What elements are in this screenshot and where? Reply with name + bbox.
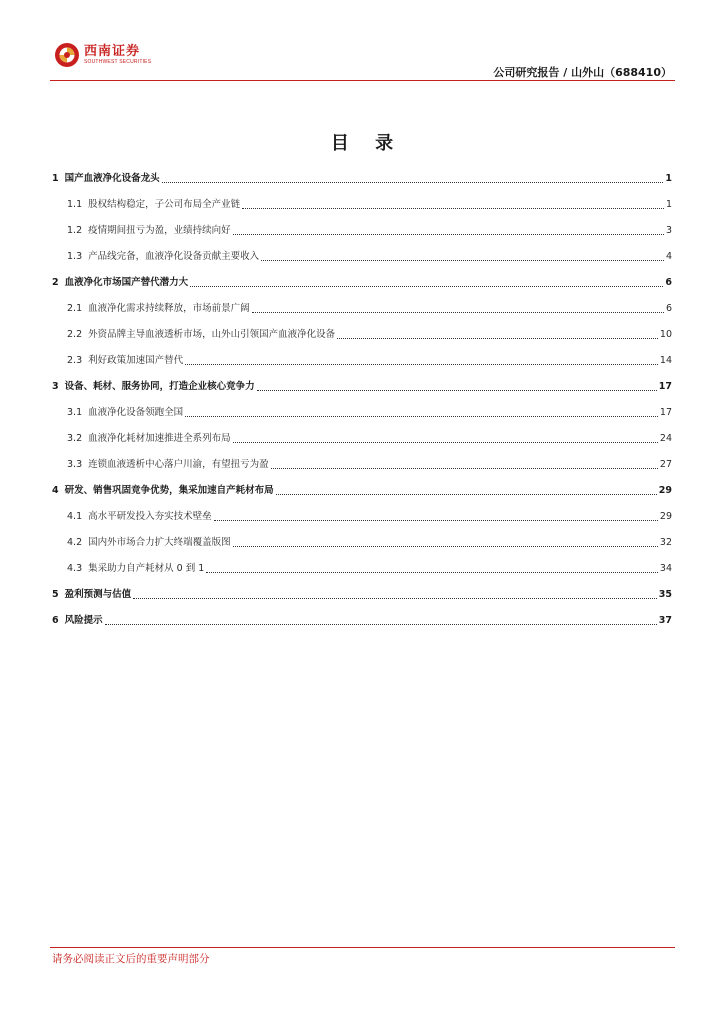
- toc-dot-leader: [105, 623, 657, 625]
- toc-entry-title: 血液净化设备领跑全国: [88, 407, 184, 418]
- toc-dot-leader: [276, 493, 657, 495]
- toc-section-entry[interactable]: [67, 327, 672, 343]
- footer-divider: [50, 947, 675, 948]
- toc-dot-leader: [185, 363, 658, 365]
- toc-dot-leader: [261, 259, 664, 261]
- toc-entry-number: 4: [52, 485, 59, 496]
- toc-chapter-entry[interactable]: [52, 483, 672, 499]
- page-header: [0, 0, 724, 82]
- toc-entry-title: 国产血液净化设备龙头: [64, 173, 160, 184]
- toc-entry-title: 疫情期间扭亏为盈，业绩持续向好: [88, 225, 231, 236]
- toc-page-number: 14: [659, 355, 672, 366]
- toc-entry-title: 血液净化耗材加速推进全系列布局: [88, 433, 231, 444]
- toc-entry-title: 血液净化市场国产替代潜力大: [64, 277, 189, 288]
- southwest-securities-logo-icon: [54, 42, 80, 68]
- toc-chapter-entry[interactable]: [52, 171, 672, 187]
- toc-dot-leader: [214, 519, 658, 521]
- report-type-label: 公司研究报告 / 山外山（688410）: [493, 66, 672, 79]
- toc-section-entry[interactable]: [67, 301, 672, 317]
- toc-page-number: 4: [665, 251, 672, 262]
- toc-chapter-entry[interactable]: [52, 587, 672, 603]
- toc-dot-leader: [162, 181, 664, 183]
- toc-section-entry[interactable]: [67, 197, 672, 213]
- toc-entry-title: 集采助力自产耗材从 0 到 1: [88, 563, 205, 574]
- toc-entry-title: 股权结构稳定，子公司布局全产业链: [88, 199, 241, 210]
- toc-dot-leader: [252, 311, 664, 313]
- toc-dot-leader: [257, 389, 657, 391]
- toc-page-number: 32: [659, 537, 672, 548]
- toc-page-number: 27: [659, 459, 672, 470]
- toc-page-number: 17: [659, 407, 672, 418]
- toc-entry-title: 血液净化需求持续释放，市场前景广阔: [88, 303, 250, 314]
- toc-page-number: 34: [659, 563, 672, 574]
- toc-section-entry[interactable]: [67, 405, 672, 421]
- toc-dot-leader: [185, 415, 658, 417]
- toc-dot-leader: [133, 597, 657, 599]
- toc-chapter-entry[interactable]: [52, 379, 672, 395]
- toc-entry-number: 3.3: [67, 459, 83, 470]
- toc-entry-title: 研发、销售巩固竞争优势，集采加速自产耗材布局: [64, 485, 274, 496]
- toc-entry-title: 产品线完备，血液净化设备贡献主要收入: [88, 251, 260, 262]
- toc-section-entry[interactable]: [67, 561, 672, 577]
- toc-entry-title: 风险提示: [64, 615, 103, 626]
- toc-entry-number: 1.1: [67, 199, 83, 210]
- toc-entry-title: 利好政策加速国产替代: [88, 355, 184, 366]
- toc-dot-leader: [233, 441, 658, 443]
- toc-entry-title: 盈利预测与估值: [64, 589, 132, 600]
- toc-section-entry[interactable]: [67, 509, 672, 525]
- toc-dot-leader: [190, 285, 663, 287]
- toc-entry-title: 外资品牌主导血液透析市场，山外山引领国产血液净化设备: [88, 329, 336, 340]
- toc-entry-number: 6: [52, 615, 59, 626]
- toc-page-number: 17: [658, 381, 672, 392]
- toc-entry-number: 2.1: [67, 303, 83, 314]
- toc-section-entry[interactable]: [67, 431, 672, 447]
- toc-entry-number: 1.3: [67, 251, 83, 262]
- toc-page-number: 1: [665, 173, 672, 184]
- toc-entry-title: 高水平研发投入夯实技术壁垒: [88, 511, 212, 522]
- toc-entry-number: 4.2: [67, 537, 83, 548]
- toc-title: 目 录: [330, 133, 404, 154]
- toc-page-number: 29: [658, 485, 672, 496]
- toc-entry-number: 5: [52, 589, 59, 600]
- toc-entry-number: 1.2: [67, 225, 83, 236]
- toc-entry-title: 设备、耗材、服务协同，打造企业核心竞争力: [64, 381, 255, 392]
- toc-section-entry[interactable]: [67, 249, 672, 265]
- toc-page-number: 29: [659, 511, 672, 522]
- toc-entry-title: 连锁血液透析中心落户川渝，有望扭亏为盈: [88, 459, 269, 470]
- toc-page-number: 35: [658, 589, 672, 600]
- toc-section-entry[interactable]: [67, 457, 672, 473]
- toc-dot-leader: [206, 571, 658, 573]
- toc-page-number: 6: [665, 277, 672, 288]
- toc-page-number: 37: [658, 615, 672, 626]
- toc-dot-leader: [337, 337, 658, 339]
- toc-entry-number: 4.1: [67, 511, 83, 522]
- toc-entry-number: 1: [52, 173, 59, 184]
- toc-page-number: 6: [665, 303, 672, 314]
- toc-dot-leader: [242, 207, 664, 209]
- toc-entry-number: 2: [52, 277, 59, 288]
- toc-entry-number: 2.2: [67, 329, 83, 340]
- toc-chapter-entry[interactable]: [52, 275, 672, 291]
- toc-section-entry[interactable]: [67, 353, 672, 369]
- toc-dot-leader: [233, 545, 658, 547]
- toc-entry-number: 3: [52, 381, 59, 392]
- toc-section-entry[interactable]: [67, 535, 672, 551]
- toc-page-number: 1: [665, 199, 672, 210]
- toc-entry-title: 国内外市场合力扩大终端覆盖版图: [88, 537, 231, 548]
- toc-entry-number: 2.3: [67, 355, 83, 366]
- disclaimer-note: 请务必阅读正文后的重要声明部分: [52, 953, 210, 965]
- toc-section-entry[interactable]: [67, 223, 672, 239]
- company-logo: [54, 42, 151, 68]
- toc-entry-number: 4.3: [67, 563, 83, 574]
- logo-chinese-name: 西南证券: [84, 44, 141, 59]
- toc-entry-number: 3.2: [67, 433, 83, 444]
- toc-chapter-entry[interactable]: [52, 613, 672, 629]
- logo-english-name: SOUTHWEST SECURITIES: [84, 59, 152, 65]
- toc-dot-leader: [233, 233, 664, 235]
- header-divider: [50, 80, 675, 81]
- toc-dot-leader: [271, 467, 658, 469]
- toc-page-number: 3: [665, 225, 672, 236]
- toc-page-number: 24: [659, 433, 672, 444]
- toc-page-number: 10: [659, 329, 672, 340]
- toc-entry-number: 3.1: [67, 407, 83, 418]
